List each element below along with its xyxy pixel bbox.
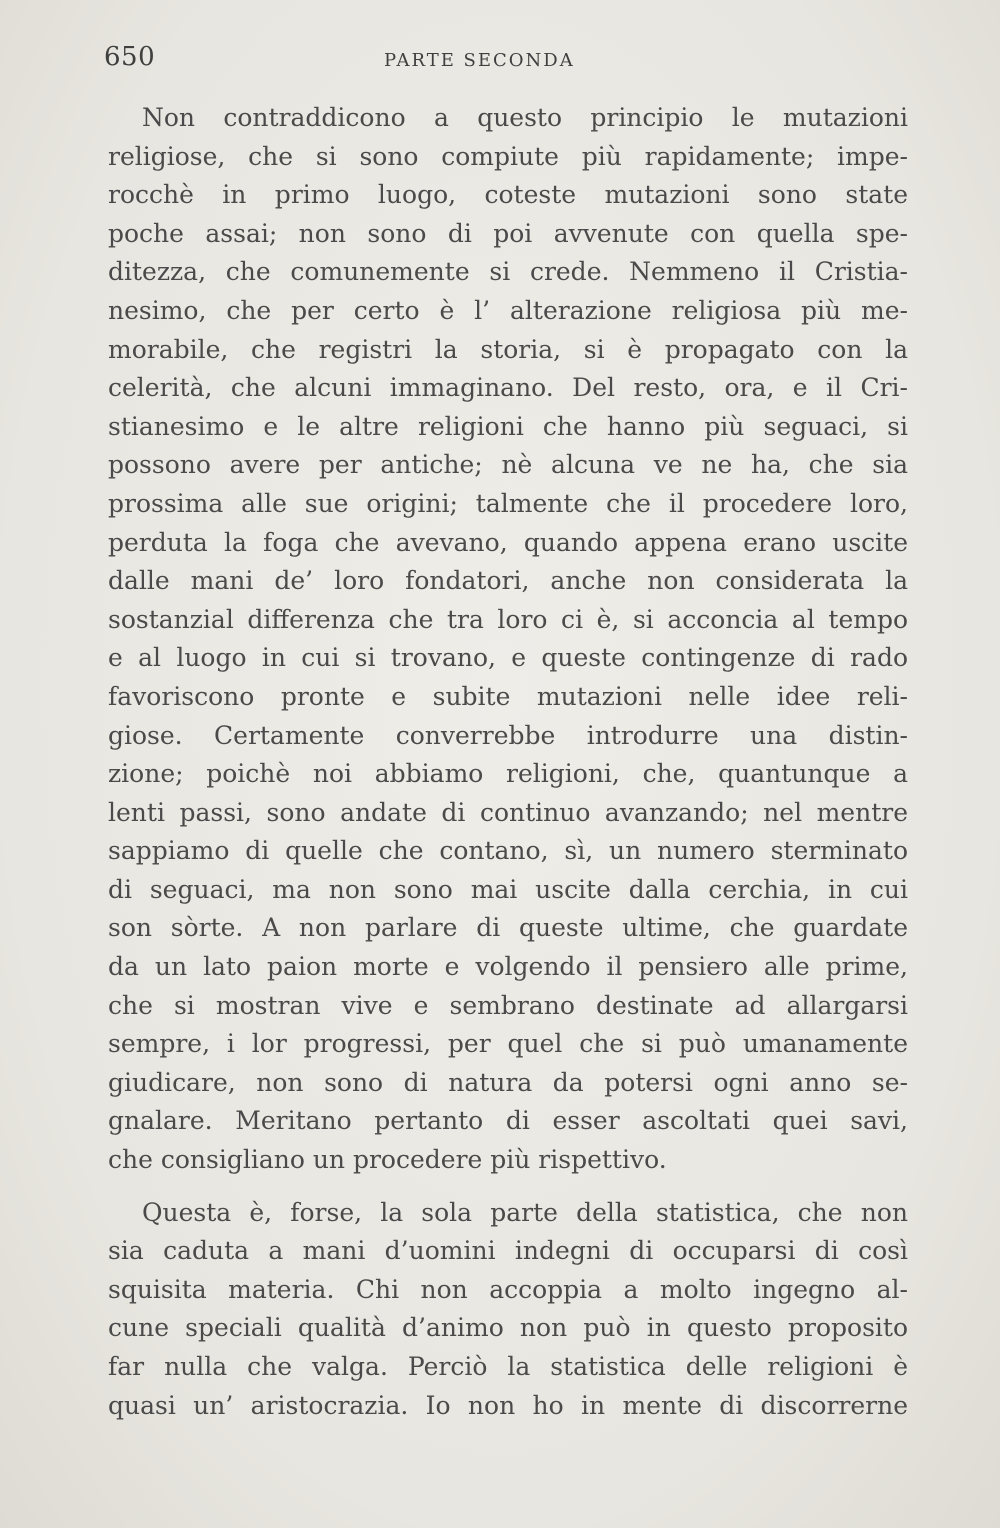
text-line: gnalare. Meritano pertanto di esser ascoltati quei savi, (108, 1106, 908, 1136)
text-line: quasi un’ aristocrazia. Io non ho in mente di discorrerne (108, 1390, 908, 1420)
text-line: Non contraddicono a questo principio le mutazioni (142, 103, 908, 132)
text-line: e al luogo in cui si trovano, e queste contingenze di rado (108, 643, 908, 673)
text-line: prossima alle sue origini; talmente che il procedere loro, (108, 488, 908, 518)
text-line: religiose, che si sono compiute più rapidamente; impe- (108, 141, 908, 171)
text-line: sempre, i lor progressi, per quel che si può umanamente (108, 1029, 908, 1059)
text-line: dalle mani de’ loro fondatori, anche non considerata la (108, 566, 908, 596)
paragraph-gap (108, 1180, 908, 1194)
text-line: celerità, che alcuni immaginano. Del resto, ora, e il Cri- (108, 373, 908, 403)
text-line: da un lato paion morte e volgendo il pensiero alle prime, (108, 952, 908, 982)
text-line: rocchè in primo luogo, coteste mutazioni sono state (108, 180, 908, 210)
text-line: sappiamo di quelle che contano, sì, un numero sterminato (108, 836, 908, 866)
text-line: che consigliano un procedere più rispettivo. (108, 1145, 667, 1175)
text-line: morabile, che registri la storia, si è propagato con la (108, 334, 908, 364)
text-line: ditezza, che comunemente si crede. Nemmeno il Cristia- (108, 257, 908, 287)
text-line: nesimo, che per certo è l’ alterazione religiosa più me- (108, 295, 908, 325)
body-text (108, 99, 908, 1425)
text-line: giose. Certamente converrebbe introdurre una distin- (108, 720, 908, 750)
text-line: sia caduta a mani d’uomini indegni di occuparsi di così (108, 1236, 908, 1266)
paragraph-2 (108, 1194, 908, 1426)
running-head: PARTE SECONDA (384, 50, 575, 71)
text-line: perduta la foga che avevano, quando appena erano uscite (108, 527, 908, 557)
text-line: sostanzial differenza che tra loro ci è, si acconcia al tempo (108, 604, 908, 634)
page-number: 650 (104, 42, 156, 72)
text-line: stianesimo e le altre religioni che hanno più seguaci, si (108, 411, 908, 441)
text-line: possono avere per antiche; nè alcuna ve ne ha, che sia (108, 450, 908, 480)
text-line: squisita materia. Chi non accoppia a molto ingegno al- (108, 1274, 908, 1304)
text-line: far nulla che valga. Perciò la statistica delle religioni è (108, 1352, 908, 1381)
text-line: zione; poichè noi abbiamo religioni, che, quantunque a (108, 759, 908, 789)
text-line: che si mostran vive e sembrano destinate ad allargarsi (108, 990, 908, 1020)
text-line: lenti passi, sono andate di continuo avanzando; nel mentre (108, 797, 908, 827)
text-line: cune speciali qualità d’animo non può in questo proposito (108, 1313, 908, 1343)
paragraph-1 (108, 99, 908, 1180)
page-header (104, 42, 910, 82)
text-line: Questa è, forse, la sola parte della statistica, che non (142, 1197, 908, 1227)
text-line: poche assai; non sono di poi avvenute con quella spe- (108, 218, 908, 248)
text-line: giudicare, non sono di natura da potersi ogni anno se- (108, 1067, 908, 1097)
text-line: favoriscono pronte e subite mutazioni nelle idee reli- (108, 681, 908, 711)
text-line: son sòrte. A non parlare di queste ultime, che guardate (108, 913, 908, 943)
text-line: di seguaci, ma non sono mai uscite dalla cerchia, in cui (108, 874, 908, 904)
